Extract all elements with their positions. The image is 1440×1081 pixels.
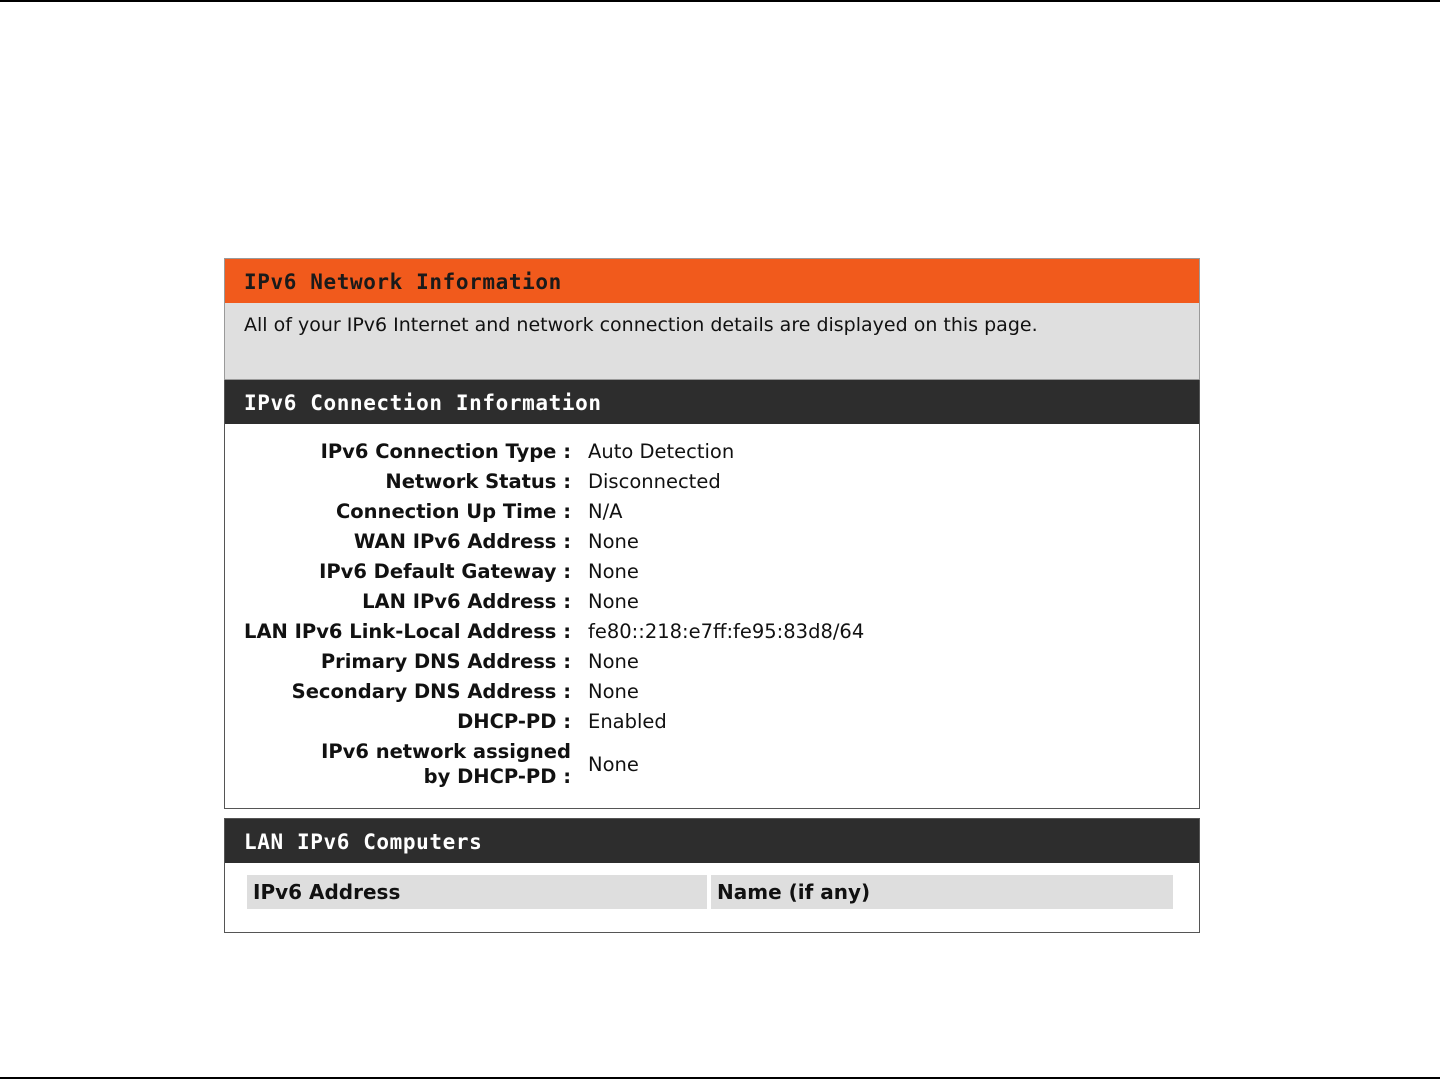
- connection-info-title: IPv6 Connection Information: [225, 380, 1199, 424]
- top-rule: [0, 0, 1440, 2]
- connection-up-time-label: Connection Up Time :: [335, 499, 571, 523]
- lan-ipv6-address-value: None: [588, 589, 639, 613]
- lan-computers-table-header: [247, 875, 1173, 909]
- network-status-label: Network Status :: [385, 469, 571, 493]
- dhcp-pd-label: DHCP-PD :: [457, 709, 571, 733]
- connection-type-label: IPv6 Connection Type :: [320, 439, 571, 463]
- network-assigned-label-line2: by DHCP-PD :: [423, 765, 571, 788]
- network-assigned-label-line1: IPv6 network assigned: [321, 740, 571, 763]
- primary-dns-label: Primary DNS Address :: [320, 649, 571, 673]
- row-dhcp-pd: [225, 706, 1199, 736]
- ipv6-network-information-panel: [224, 258, 1200, 380]
- row-network-status: [225, 466, 1199, 496]
- section-description: All of your IPv6 Internet and network connection details are displayed on this page.: [244, 314, 1038, 336]
- default-gateway-label: IPv6 Default Gateway :: [319, 559, 571, 583]
- row-secondary-dns: [225, 676, 1199, 706]
- bottom-rule: [0, 1077, 1440, 1079]
- wan-ipv6-address-value: None: [588, 529, 639, 553]
- network-status-value: Disconnected: [588, 469, 721, 493]
- secondary-dns-label: Secondary DNS Address :: [291, 679, 571, 703]
- row-lan-ipv6-address: [225, 586, 1199, 616]
- row-connection-up-time: [225, 496, 1199, 526]
- row-default-gateway: [225, 556, 1199, 586]
- lan-ipv6-computers-panel: [224, 818, 1200, 933]
- row-connection-type: [225, 436, 1199, 466]
- network-assigned-label: [225, 739, 571, 789]
- wan-ipv6-address-label: WAN IPv6 Address :: [353, 529, 571, 553]
- primary-dns-value: None: [588, 649, 639, 673]
- row-wan-ipv6-address: [225, 526, 1199, 556]
- connection-up-time-value: N/A: [588, 499, 623, 523]
- lan-computers-title: LAN IPv6 Computers: [225, 819, 1199, 863]
- secondary-dns-value: None: [588, 679, 639, 703]
- column-header-name: Name (if any): [711, 875, 1173, 909]
- link-local-address-label: LAN IPv6 Link-Local Address :: [244, 619, 571, 643]
- column-header-ipv6-address: IPv6 Address: [247, 875, 707, 909]
- connection-type-value: Auto Detection: [588, 439, 735, 463]
- link-local-address-value: fe80::218:e7ff:fe95:83d8/64: [588, 619, 865, 643]
- connection-info-rows: [225, 436, 1199, 792]
- row-link-local-address: [225, 616, 1199, 646]
- row-primary-dns: [225, 646, 1199, 676]
- dhcp-pd-value: Enabled: [588, 709, 667, 733]
- lan-ipv6-address-label: LAN IPv6 Address :: [362, 589, 571, 613]
- default-gateway-value: None: [588, 559, 639, 583]
- section-title: IPv6 Network Information: [225, 259, 1199, 303]
- network-assigned-value: None: [588, 752, 639, 776]
- row-network-assigned-by-dhcp-pd: [225, 736, 1199, 792]
- ipv6-connection-information-panel: [224, 380, 1200, 809]
